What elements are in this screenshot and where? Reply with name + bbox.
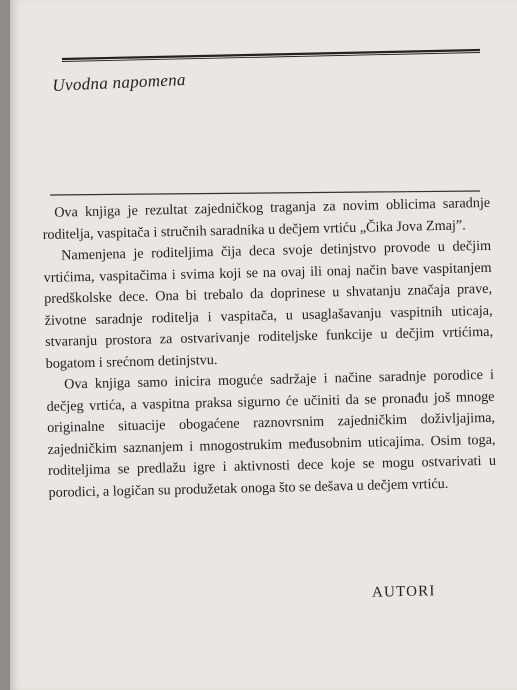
paragraph-1: Ova knjiga je rezultat zajedničkog traganja za novim oblicima saradnje roditelja, vaspitača i stručnih saradnika u dečjem vrtiću „Čika Jova Zmaj”. — [42, 194, 491, 243]
page-title: Uvodna napomena — [52, 69, 187, 95]
paragraph-2: Namenjena je roditeljima čija deca svoje detinjstvo provode u dečjim vrtićima, vaspitačima i svima koji se na ovaj ili onaj način bave vaspitanjem predškolske dece. Ona bi trebalo da doprinese u shvatanju značaja prave, životne saradnje roditelja i vaspitača, u usaglašavanju vaspitnih uticaja, stvaranju prostora za ostvarivanje roditeljske funkcije u dečjim vrtićima, bogatom i srećnom detinjstvu. — [43, 237, 494, 372]
paragraph-3: Ova knjiga samo inicira moguće sadržaje i načine saradnje porodice i dečjeg vrtića, a vaspitna praksa sigurno će učiniti da se pronađu još mnoge originalne situacije obogaćene raznovrsnim zajedničkim doživljajima, zajedničkim saznanjem i mnogostrukim međusobnim uticajima. Osim toga, roditeljima se predlažu igre i aktivnosti dece koje se mogu ostvarivati u porodici, a logičan su produžetak onoga što se dešava u dečjem vrtiću. — [46, 366, 497, 501]
book-page — [10, 0, 517, 690]
body-text — [42, 193, 497, 504]
decorative-rule-top — [62, 48, 480, 62]
signature: AUTORI — [371, 583, 436, 601]
